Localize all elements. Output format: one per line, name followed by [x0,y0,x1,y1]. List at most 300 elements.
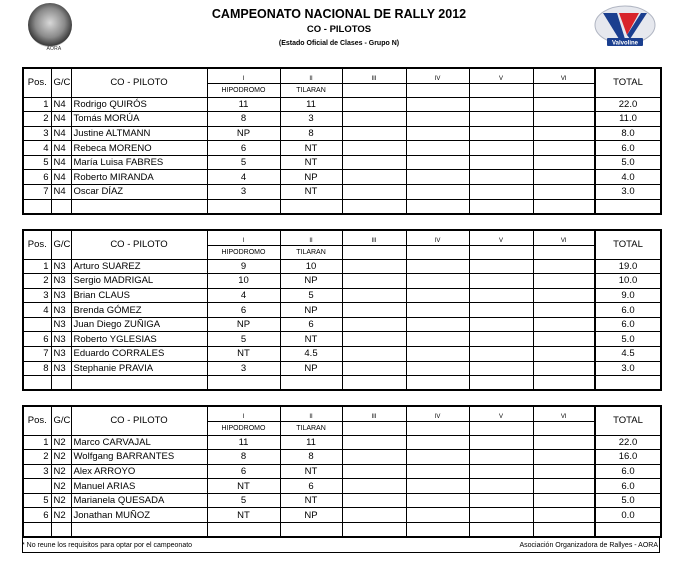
row-round-5-score [469,170,533,185]
row-position: 7 [23,347,51,362]
row-class [51,523,71,538]
table-row [23,361,661,376]
row-round-4-score [406,199,469,214]
row-round-4-score [406,155,469,170]
row-round-2-score: NT [280,155,342,170]
row-class: N4 [51,126,71,141]
row-round-5-score [469,155,533,170]
row-round-3-score [342,112,406,127]
row-position: 2 [23,112,51,127]
row-total-points: 10.0 [595,274,661,289]
table-row [23,523,661,538]
row-round-4-score [406,259,469,274]
row-total-points: 6.0 [595,303,661,318]
row-class: N3 [51,288,71,303]
row-position: 7 [23,185,51,200]
row-round-6-score [533,274,595,289]
valvoline-logo-text: Valvoline [611,40,639,47]
row-round-6-score [533,185,595,200]
row-round-1-score: 10 [207,274,280,289]
row-round-3-score [342,97,406,112]
row-round-4-score [406,450,469,465]
row-round-1-score [207,199,280,214]
row-class: N4 [51,141,71,156]
table-row [23,141,661,156]
aora-logo-text: AORA [46,46,62,52]
row-round-5-score [469,288,533,303]
table-row [23,259,661,274]
table-row [23,347,661,362]
row-class: N2 [51,508,71,523]
row-round-4-score [406,347,469,362]
row-round-6-score [533,259,595,274]
row-round-1-score: 6 [207,464,280,479]
row-round-2-score: 4.5 [280,347,342,362]
row-round-2-score: NP [280,508,342,523]
table-row [23,450,661,465]
row-round-3-score [342,303,406,318]
row-round-5-score [469,199,533,214]
col-round-2-header: II [280,68,342,83]
col-total-header: TOTAL [595,406,661,435]
row-round-6-score [533,317,595,332]
row-round-6-score [533,508,595,523]
row-round-2-score: 8 [280,450,342,465]
row-round-1-score: 6 [207,303,280,318]
row-round-6-score [533,199,595,214]
row-round-5-score [469,361,533,376]
row-round-3-score [342,185,406,200]
row-round-5-score [469,97,533,112]
row-total-points: 11.0 [595,112,661,127]
row-copilot-name: Roberto MIRANDA [71,170,207,185]
row-copilot-name: Marco CARVAJAL [71,435,207,450]
row-round-6-score [533,479,595,494]
row-round-3-score [342,332,406,347]
col-round-1-header: I [207,68,280,83]
table-row [23,493,661,508]
venue-4-label [406,83,469,97]
col-round-1-header: I [207,406,280,421]
row-round-3-score [342,199,406,214]
row-round-6-score [533,170,595,185]
row-copilot-name: Justine ALTMANN [71,126,207,141]
row-round-4-score [406,303,469,318]
row-round-6-score [533,347,595,362]
row-position: 6 [23,170,51,185]
row-round-3-score [342,361,406,376]
row-position [23,479,51,494]
row-total-points: 6.0 [595,141,661,156]
row-round-3-score [342,317,406,332]
row-round-5-score [469,493,533,508]
row-round-2-score: NT [280,141,342,156]
row-round-5-score [469,479,533,494]
row-round-3-score [342,493,406,508]
row-class: N4 [51,97,71,112]
row-round-6-score [533,450,595,465]
row-round-6-score [533,376,595,391]
row-round-5-score [469,332,533,347]
row-class: N2 [51,435,71,450]
row-total-points: 6.0 [595,464,661,479]
col-pos-header: Pos. [23,230,51,259]
row-round-5-score [469,185,533,200]
row-round-5-score [469,508,533,523]
table-row [23,170,661,185]
standings-table-n3 [22,229,662,391]
row-class: N3 [51,317,71,332]
table-row [23,332,661,347]
table-row [23,288,661,303]
row-round-5-score [469,435,533,450]
col-name-header: CO - PILOTO [71,406,207,435]
row-class [51,376,71,391]
row-copilot-name: Marianela QUESADA [71,493,207,508]
row-total-points: 4.0 [595,170,661,185]
row-copilot-name: Rebeca MORENO [71,141,207,156]
row-round-1-score: NP [207,126,280,141]
col-round-2-header: II [280,230,342,245]
venue-2-label: TILARAN [280,421,342,435]
row-position: 4 [23,303,51,318]
col-pos-header: Pos. [23,68,51,97]
row-position: 3 [23,126,51,141]
row-round-4-score [406,435,469,450]
row-copilot-name: María Luisa FABRES [71,155,207,170]
row-class: N3 [51,347,71,362]
row-round-6-score [533,435,595,450]
table-row [23,508,661,523]
row-round-6-score [533,155,595,170]
row-copilot-name: Wolfgang BARRANTES [71,450,207,465]
row-position: 5 [23,155,51,170]
row-round-3-score [342,155,406,170]
row-round-2-score: 11 [280,97,342,112]
row-round-4-score [406,508,469,523]
row-class: N3 [51,303,71,318]
row-round-5-score [469,303,533,318]
row-round-3-score [342,435,406,450]
row-round-1-score: 4 [207,288,280,303]
row-round-4-score [406,332,469,347]
row-total-points: 3.0 [595,185,661,200]
venue-4-label [406,245,469,259]
row-round-1-score [207,523,280,538]
table-row [23,303,661,318]
row-round-3-score [342,450,406,465]
row-round-1-score: 3 [207,361,280,376]
col-gc-header: G/C [51,68,71,97]
row-copilot-name [71,523,207,538]
page-header [0,0,678,66]
row-round-3-score [342,126,406,141]
row-copilot-name: Sergio MADRIGAL [71,274,207,289]
row-class: N3 [51,259,71,274]
row-round-5-score [469,450,533,465]
venue-6-label [533,245,595,259]
row-round-4-score [406,112,469,127]
row-position [23,376,51,391]
col-pos-header: Pos. [23,406,51,435]
row-round-2-score: 6 [280,479,342,494]
standings-table-n4 [22,67,662,215]
row-round-1-score: 8 [207,450,280,465]
row-round-4-score [406,141,469,156]
row-class [51,199,71,214]
row-round-1-score [207,376,280,391]
row-class: N3 [51,274,71,289]
col-round-6-header: VI [533,406,595,421]
row-round-3-score [342,479,406,494]
table-row [23,126,661,141]
row-round-4-score [406,317,469,332]
row-total-points: 5.0 [595,332,661,347]
row-round-2-score [280,523,342,538]
venue-4-label [406,421,469,435]
row-round-4-score [406,464,469,479]
row-copilot-name: Eduardo CORRALES [71,347,207,362]
row-round-2-score: 3 [280,112,342,127]
row-copilot-name: Brian CLAUS [71,288,207,303]
col-round-5-header: V [469,406,533,421]
table-row [23,376,661,391]
row-round-6-score [533,112,595,127]
col-round-1-header: I [207,230,280,245]
row-total-points [595,199,661,214]
row-total-points: 8.0 [595,126,661,141]
row-copilot-name [71,199,207,214]
col-round-2-header: II [280,406,342,421]
row-round-2-score: 5 [280,288,342,303]
row-class: N3 [51,332,71,347]
venue-2-label: TILARAN [280,245,342,259]
row-round-4-score [406,170,469,185]
venue-1-label: HIPODROMO [207,421,280,435]
table-row [23,479,661,494]
row-class: N3 [51,361,71,376]
col-total-header: TOTAL [595,230,661,259]
row-round-4-score [406,523,469,538]
venue-1-label: HIPODROMO [207,245,280,259]
row-copilot-name: Rodrigo QUIRÓS [71,97,207,112]
table-row [23,97,661,112]
row-round-5-score [469,141,533,156]
row-position: 4 [23,141,51,156]
row-round-3-score [342,170,406,185]
footer-organization: Asociación Organizadora de Rallyes - AORA [519,542,658,549]
row-round-1-score: 6 [207,141,280,156]
venue-5-label [469,245,533,259]
row-round-2-score: NT [280,493,342,508]
row-round-4-score [406,274,469,289]
row-total-points: 0.0 [595,508,661,523]
row-position: 2 [23,274,51,289]
page-note: (Estado Oficial de Clases - Grupo N) [278,40,400,47]
venue-6-label [533,421,595,435]
col-round-6-header: VI [533,68,595,83]
row-round-2-score: NP [280,303,342,318]
row-total-points [595,376,661,391]
col-round-6-header: VI [533,230,595,245]
row-round-6-score [533,97,595,112]
row-copilot-name: Roberto YGLESIAS [71,332,207,347]
row-round-6-score [533,126,595,141]
row-round-6-score [533,464,595,479]
row-copilot-name: Manuel ARIAS [71,479,207,494]
row-copilot-name: Stephanie PRAVIA [71,361,207,376]
row-round-5-score [469,112,533,127]
row-round-3-score [342,141,406,156]
row-round-1-score: NT [207,508,280,523]
row-position: 2 [23,450,51,465]
row-position: 5 [23,493,51,508]
table-row [23,274,661,289]
row-round-1-score: 11 [207,435,280,450]
col-total-header: TOTAL [595,68,661,97]
row-round-4-score [406,185,469,200]
row-position [23,317,51,332]
row-copilot-name: Jonathan MUÑOZ [71,508,207,523]
row-total-points: 6.0 [595,479,661,494]
venue-6-label [533,83,595,97]
venue-5-label [469,83,533,97]
col-round-4-header: IV [406,406,469,421]
row-class: N4 [51,185,71,200]
row-round-2-score: NT [280,332,342,347]
row-position: 3 [23,288,51,303]
row-round-1-score: 11 [207,97,280,112]
venue-3-label [342,245,406,259]
row-round-1-score: 5 [207,332,280,347]
valvoline-logo-icon [593,5,657,49]
row-position: 6 [23,332,51,347]
row-round-5-score [469,464,533,479]
row-round-6-score [533,361,595,376]
row-round-5-score [469,126,533,141]
row-round-2-score: NP [280,361,342,376]
col-gc-header: G/C [51,230,71,259]
row-total-points: 22.0 [595,97,661,112]
row-total-points: 16.0 [595,450,661,465]
row-round-4-score [406,479,469,494]
col-round-5-header: V [469,230,533,245]
row-total-points: 22.0 [595,435,661,450]
col-round-5-header: V [469,68,533,83]
row-total-points: 19.0 [595,259,661,274]
row-copilot-name: Brenda GÓMEZ [71,303,207,318]
row-round-3-score [342,376,406,391]
table-row [23,435,661,450]
row-round-3-score [342,464,406,479]
row-round-1-score: 4 [207,170,280,185]
row-round-2-score: NP [280,274,342,289]
col-name-header: CO - PILOTO [71,68,207,97]
col-round-3-header: III [342,68,406,83]
row-round-1-score: 8 [207,112,280,127]
table-row [23,317,661,332]
row-position [23,199,51,214]
row-class: N4 [51,112,71,127]
table-row [23,464,661,479]
row-total-points: 6.0 [595,317,661,332]
row-position: 3 [23,464,51,479]
row-round-6-score [533,141,595,156]
row-position: 6 [23,508,51,523]
row-round-1-score: 3 [207,185,280,200]
row-copilot-name: Juan Diego ZUÑIGA [71,317,207,332]
row-round-2-score: 8 [280,126,342,141]
row-position: 1 [23,259,51,274]
row-copilot-name: Alex ARROYO [71,464,207,479]
row-round-5-score [469,347,533,362]
standings-table-n2 [22,405,662,538]
row-total-points: 3.0 [595,361,661,376]
row-class: N2 [51,464,71,479]
row-class: N2 [51,450,71,465]
venue-3-label [342,421,406,435]
row-position: 1 [23,435,51,450]
row-class: N2 [51,493,71,508]
row-round-4-score [406,361,469,376]
row-round-4-score [406,376,469,391]
page-title: CAMPEONATO NACIONAL DE RALLY 2012 [211,7,467,21]
table-row [23,185,661,200]
row-round-1-score: 5 [207,493,280,508]
row-round-2-score: 11 [280,435,342,450]
col-round-3-header: III [342,230,406,245]
row-round-1-score: NT [207,347,280,362]
venue-5-label [469,421,533,435]
row-position: 8 [23,361,51,376]
table-row [23,112,661,127]
row-round-2-score [280,199,342,214]
row-round-6-score [533,523,595,538]
row-round-5-score [469,259,533,274]
row-position [23,523,51,538]
row-round-1-score: 5 [207,155,280,170]
row-round-3-score [342,288,406,303]
venue-3-label [342,83,406,97]
row-round-5-score [469,317,533,332]
row-round-1-score: 9 [207,259,280,274]
row-round-2-score: NT [280,464,342,479]
row-round-4-score [406,493,469,508]
row-position: 1 [23,97,51,112]
table-row [23,199,661,214]
row-total-points: 5.0 [595,493,661,508]
row-round-3-score [342,347,406,362]
row-round-1-score: NT [207,479,280,494]
col-name-header: CO - PILOTO [71,230,207,259]
venue-1-label: HIPODROMO [207,83,280,97]
row-round-6-score [533,303,595,318]
row-round-6-score [533,493,595,508]
row-copilot-name: Oscar DÍAZ [71,185,207,200]
row-round-1-score: NP [207,317,280,332]
row-class: N4 [51,170,71,185]
row-copilot-name: Arturo SUAREZ [71,259,207,274]
row-round-6-score [533,332,595,347]
row-copilot-name [71,376,207,391]
row-class: N4 [51,155,71,170]
table-row [23,155,661,170]
row-total-points: 9.0 [595,288,661,303]
col-gc-header: G/C [51,406,71,435]
row-round-2-score [280,376,342,391]
row-total-points [595,523,661,538]
row-round-2-score: 10 [280,259,342,274]
